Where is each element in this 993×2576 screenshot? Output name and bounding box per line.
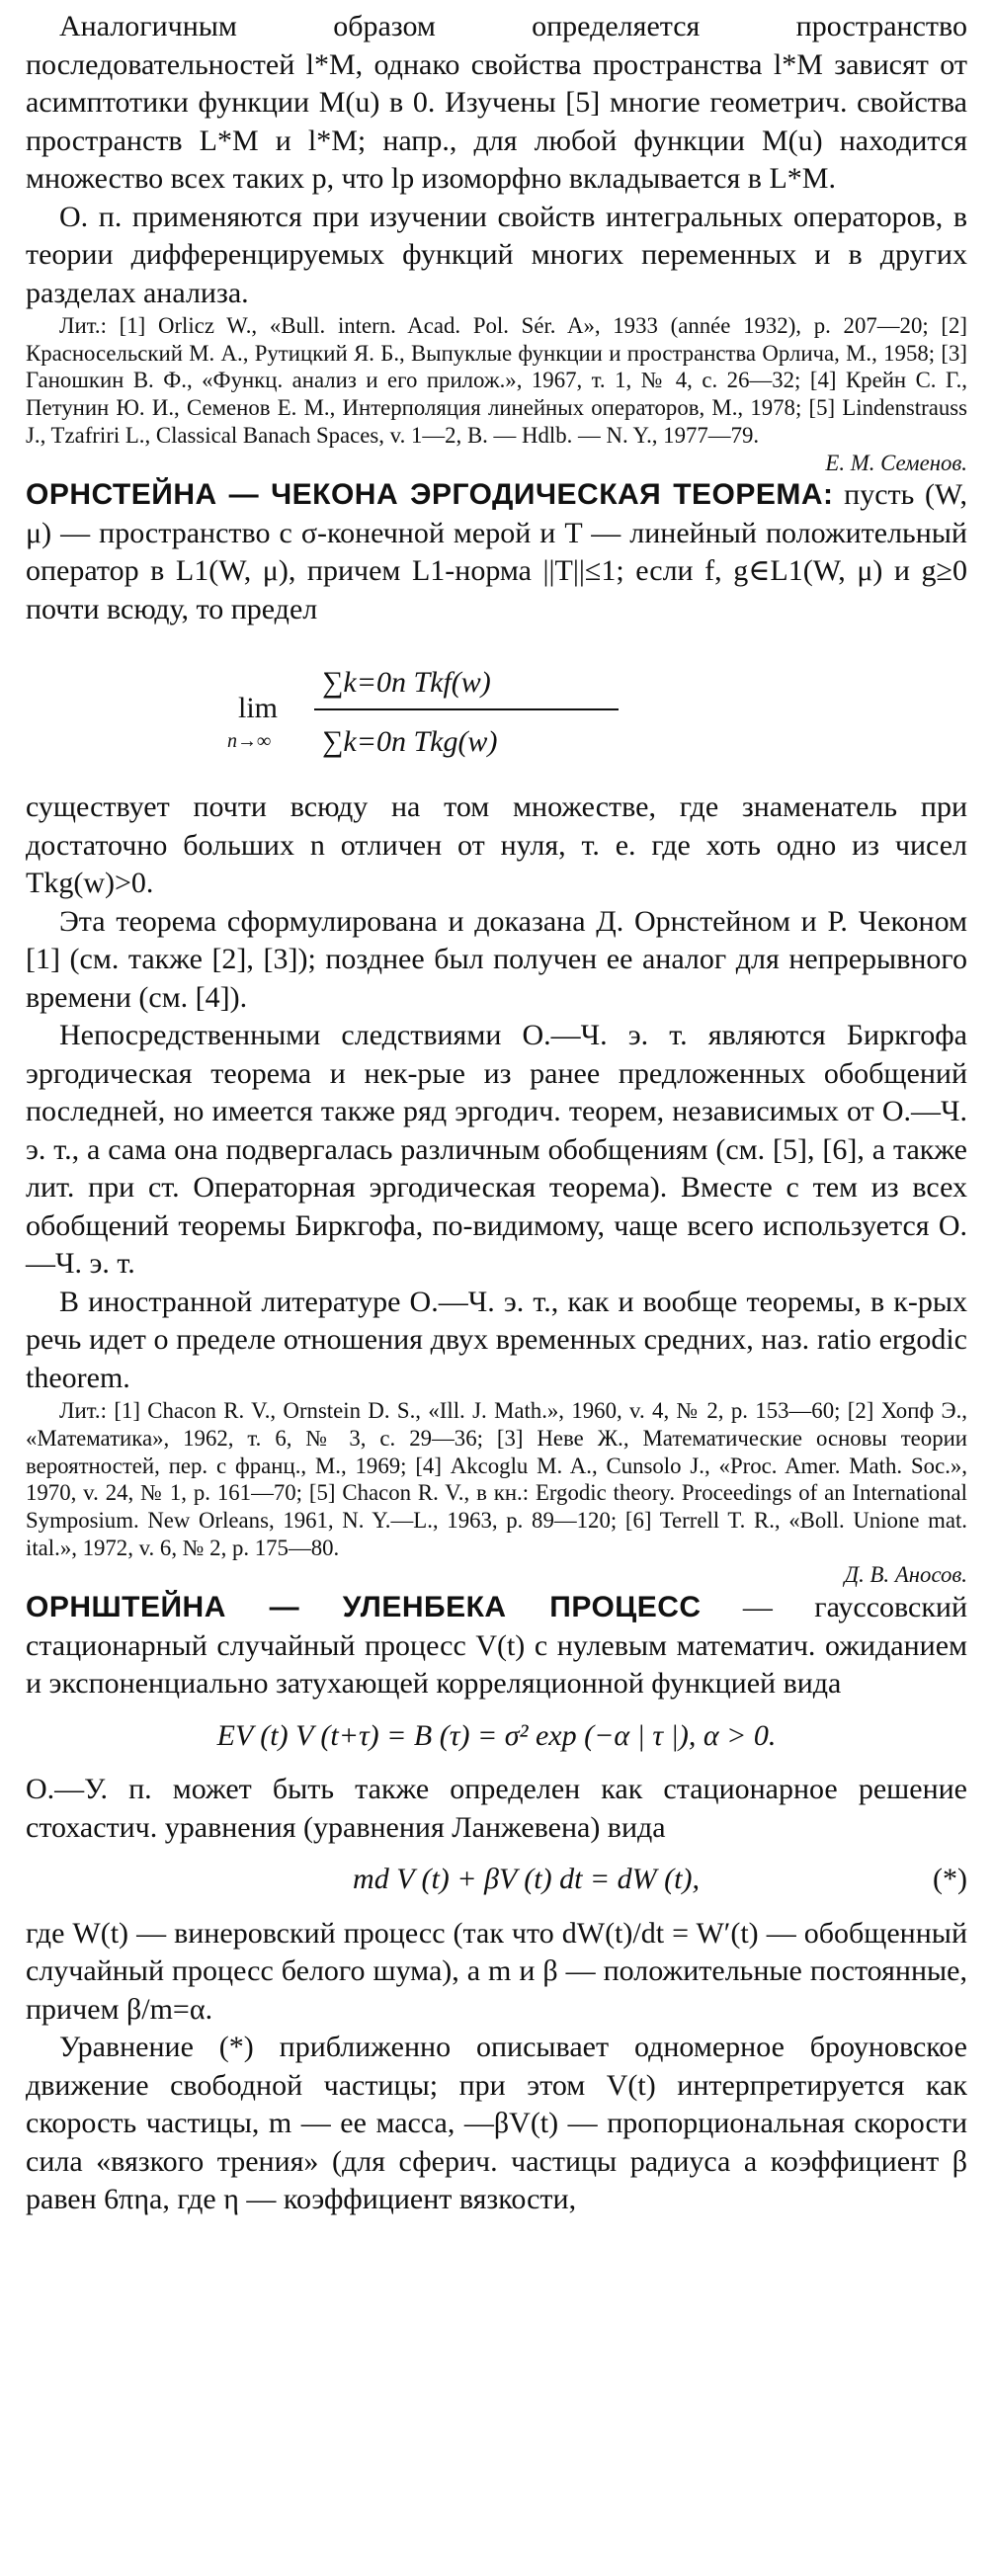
- paragraph-applications: О. п. применяются при изучении свойств интегральных операторов, в теории дифференцируемых функций многих переменных и в других разделах анализа.: [26, 200, 967, 309]
- entry-ornstein-chacon: [26, 476, 967, 628]
- paragraph-existence: существует почти всюду на том множестве, где знаменатель при достаточно больших n отличен от нуля, т. е. где хоть одно из чисел Tkg(w)>0.: [26, 790, 967, 900]
- formula-numerator: ∑k=0n Tkf(w): [322, 666, 491, 700]
- paragraph-foreign-literature: В иностранной литературе О.—Ч. э. т., как и вообще теоремы, в к-рых речь идет о пределе отношения двух временных средних, наз. ratio ergodic theorem.: [26, 1285, 967, 1394]
- author-signature-semenov: Е. М. Семенов.: [825, 450, 967, 475]
- paragraph-history: Эта теорема сформулирована и доказана Д. Орнстейном и Р. Чеконом [1] (см. также [2], [3]); позднее был получен ее аналог для непрерывного времени (см. [4]).: [26, 904, 967, 1014]
- equation-langevin-row: [26, 1861, 967, 1899]
- paragraph-brownian-motion: Уравнение (*) приближенно описывает одномерное броуновское движение свободной частицы; при этом V(t) интерпретируется как скорость частицы, m — ее масса, —βV(t) — пропорциональная скорости сила «вязкого трения» (для сферич. частицы радиуса a коэффициент β равен 6πηa, где η — коэффициент вязкости,: [26, 2031, 967, 2216]
- entry-ornstein-uhlenbeck-text: — гауссовский стационарный случайный процесс V(t) с нулевым математич. ожиданием и экспоненциально затухающей корреляционной функцией вида: [26, 1591, 968, 1701]
- author-signature-anosov: Д. В. Аносов.: [844, 1562, 967, 1588]
- entry-ornstein-chacon-text: пусть (W, μ) — пространство с σ-конечной мерой и T — линейный положительный оператор в L1(W, μ), причем L1-норма ||T||≤1; если f, g∈L1(W, μ) и g≥0 почти всюду, то предел: [26, 478, 967, 625]
- equation-correlation: EV (t) V (t+τ) = B (τ) = σ² exp (−α | τ |), α > 0.: [216, 1718, 777, 1752]
- formula-denominator: ∑k=0n Tkg(w): [322, 725, 498, 759]
- limit-formula-svg: [26, 634, 967, 783]
- headword-ornstein-chacon: ОРНСТЕЙНА — ЧЕКОНА ЭРГОДИЧЕСКАЯ ТЕОРЕМА:: [26, 478, 834, 512]
- entry-ornstein-uhlenbeck: [26, 1589, 967, 1703]
- equation-tag: (*): [933, 1863, 967, 1896]
- paragraph-langevin: О.—У. п. может быть также определен как стационарное решение стохастич. уравнения (уравнения Ланжевена) вида: [26, 1773, 967, 1844]
- formula-lim-subscript: n→∞: [227, 730, 272, 753]
- references-chacon: Лит.: [1] Chacon R. V., Ornstein D. S., «Ill. J. Math.», 1960, v. 4, № 2, p. 153—60; [2] Хопф Э., «Математика», 1962, т. 6, № 3, с. 29—36; [3] Неве Ж., Математические основы теории вероятностей, пер. с франц., М., 1969; [4] Akcoglu M. A., Cunsolo J., «Proc. Amer. Math. Soc.», 1970, v. 24, № 1, p. 161—70; [5] Chacon R. V., в кн.: Ergodic theory. Proceedings of an International Symposium. New Orleans, 1961, N. Y.—L., 1963, p. 89—120; [6] Terrell T. R., «Boll. Unione mat. ital.», 1972, v. 6, № 2, p. 175—80.: [26, 1398, 968, 1560]
- paragraph-wiener: где W(t) — винеровский процесс (так что dW(t)/dt = W′(t) — обобщенный случайный процесс белого шума), а m и β — положительные постоянные, причем β/m=α.: [26, 1916, 967, 2026]
- formula-lim: lim: [238, 692, 279, 725]
- paragraph-sequence-spaces: Аналогичным образом определяется пространство последовательностей l*M, однако свойства пространства l*M зависят от асимптотики функции M(u) в 0. Изучены [5] многие геометрич. свойства пространств L*M и l*M; напр., для любой функции M(u) находится множество всех таких p, что lp изоморфно вкладывается в L*M.: [26, 10, 967, 195]
- references-orlicz: Лит.: [1] Orlicz W., «Bull. intern. Acad. Pol. Sér. A», 1933 (année 1932), p. 207—20; [2] Красносельский М. А., Рутицкий Я. Б., Выпуклые функции и пространства Орлича, М., 1958; [3] Ганошкин В. Ф., «Функц. анализ и его прилож.», 1967, т. 1, № 4, с. 26—32; [4] Крейн С. Г., Петунин Ю. И., Семенов Е. М., Интерполяция линейных операторов, М., 1978; [5] Lindenstrauss J., Tzafriri L., Classical Banach Spaces, v. 1—2, B. — Hdlb. — N. Y., 1977—79.: [26, 313, 967, 448]
- limit-formula: [26, 634, 967, 783]
- equation-langevin: md V (t) + βV (t) dt = dW (t),: [353, 1863, 700, 1896]
- paragraph-corollaries: Непосредственными следствиями О.—Ч. э. т. являются Биркгофа эргодическая теорема и нек-рые из ранее предложенных обобщений последней, но имеется также ряд эргодич. теорем, независимых от О.—Ч. э. т., а сама она подвергалась различным обобщениям (см. [5], [6], а также лит. при ст. Операторная эргодическая теорема). Вместе с тем из всех обобщений теоремы Биркгофа, по-видимому, чаще всего используется О.—Ч. э. т.: [26, 1019, 967, 1281]
- headword-ornstein-uhlenbeck: ОРНШТЕЙНА — УЛЕНБЕКА ПРОЦЕСС: [26, 1591, 702, 1624]
